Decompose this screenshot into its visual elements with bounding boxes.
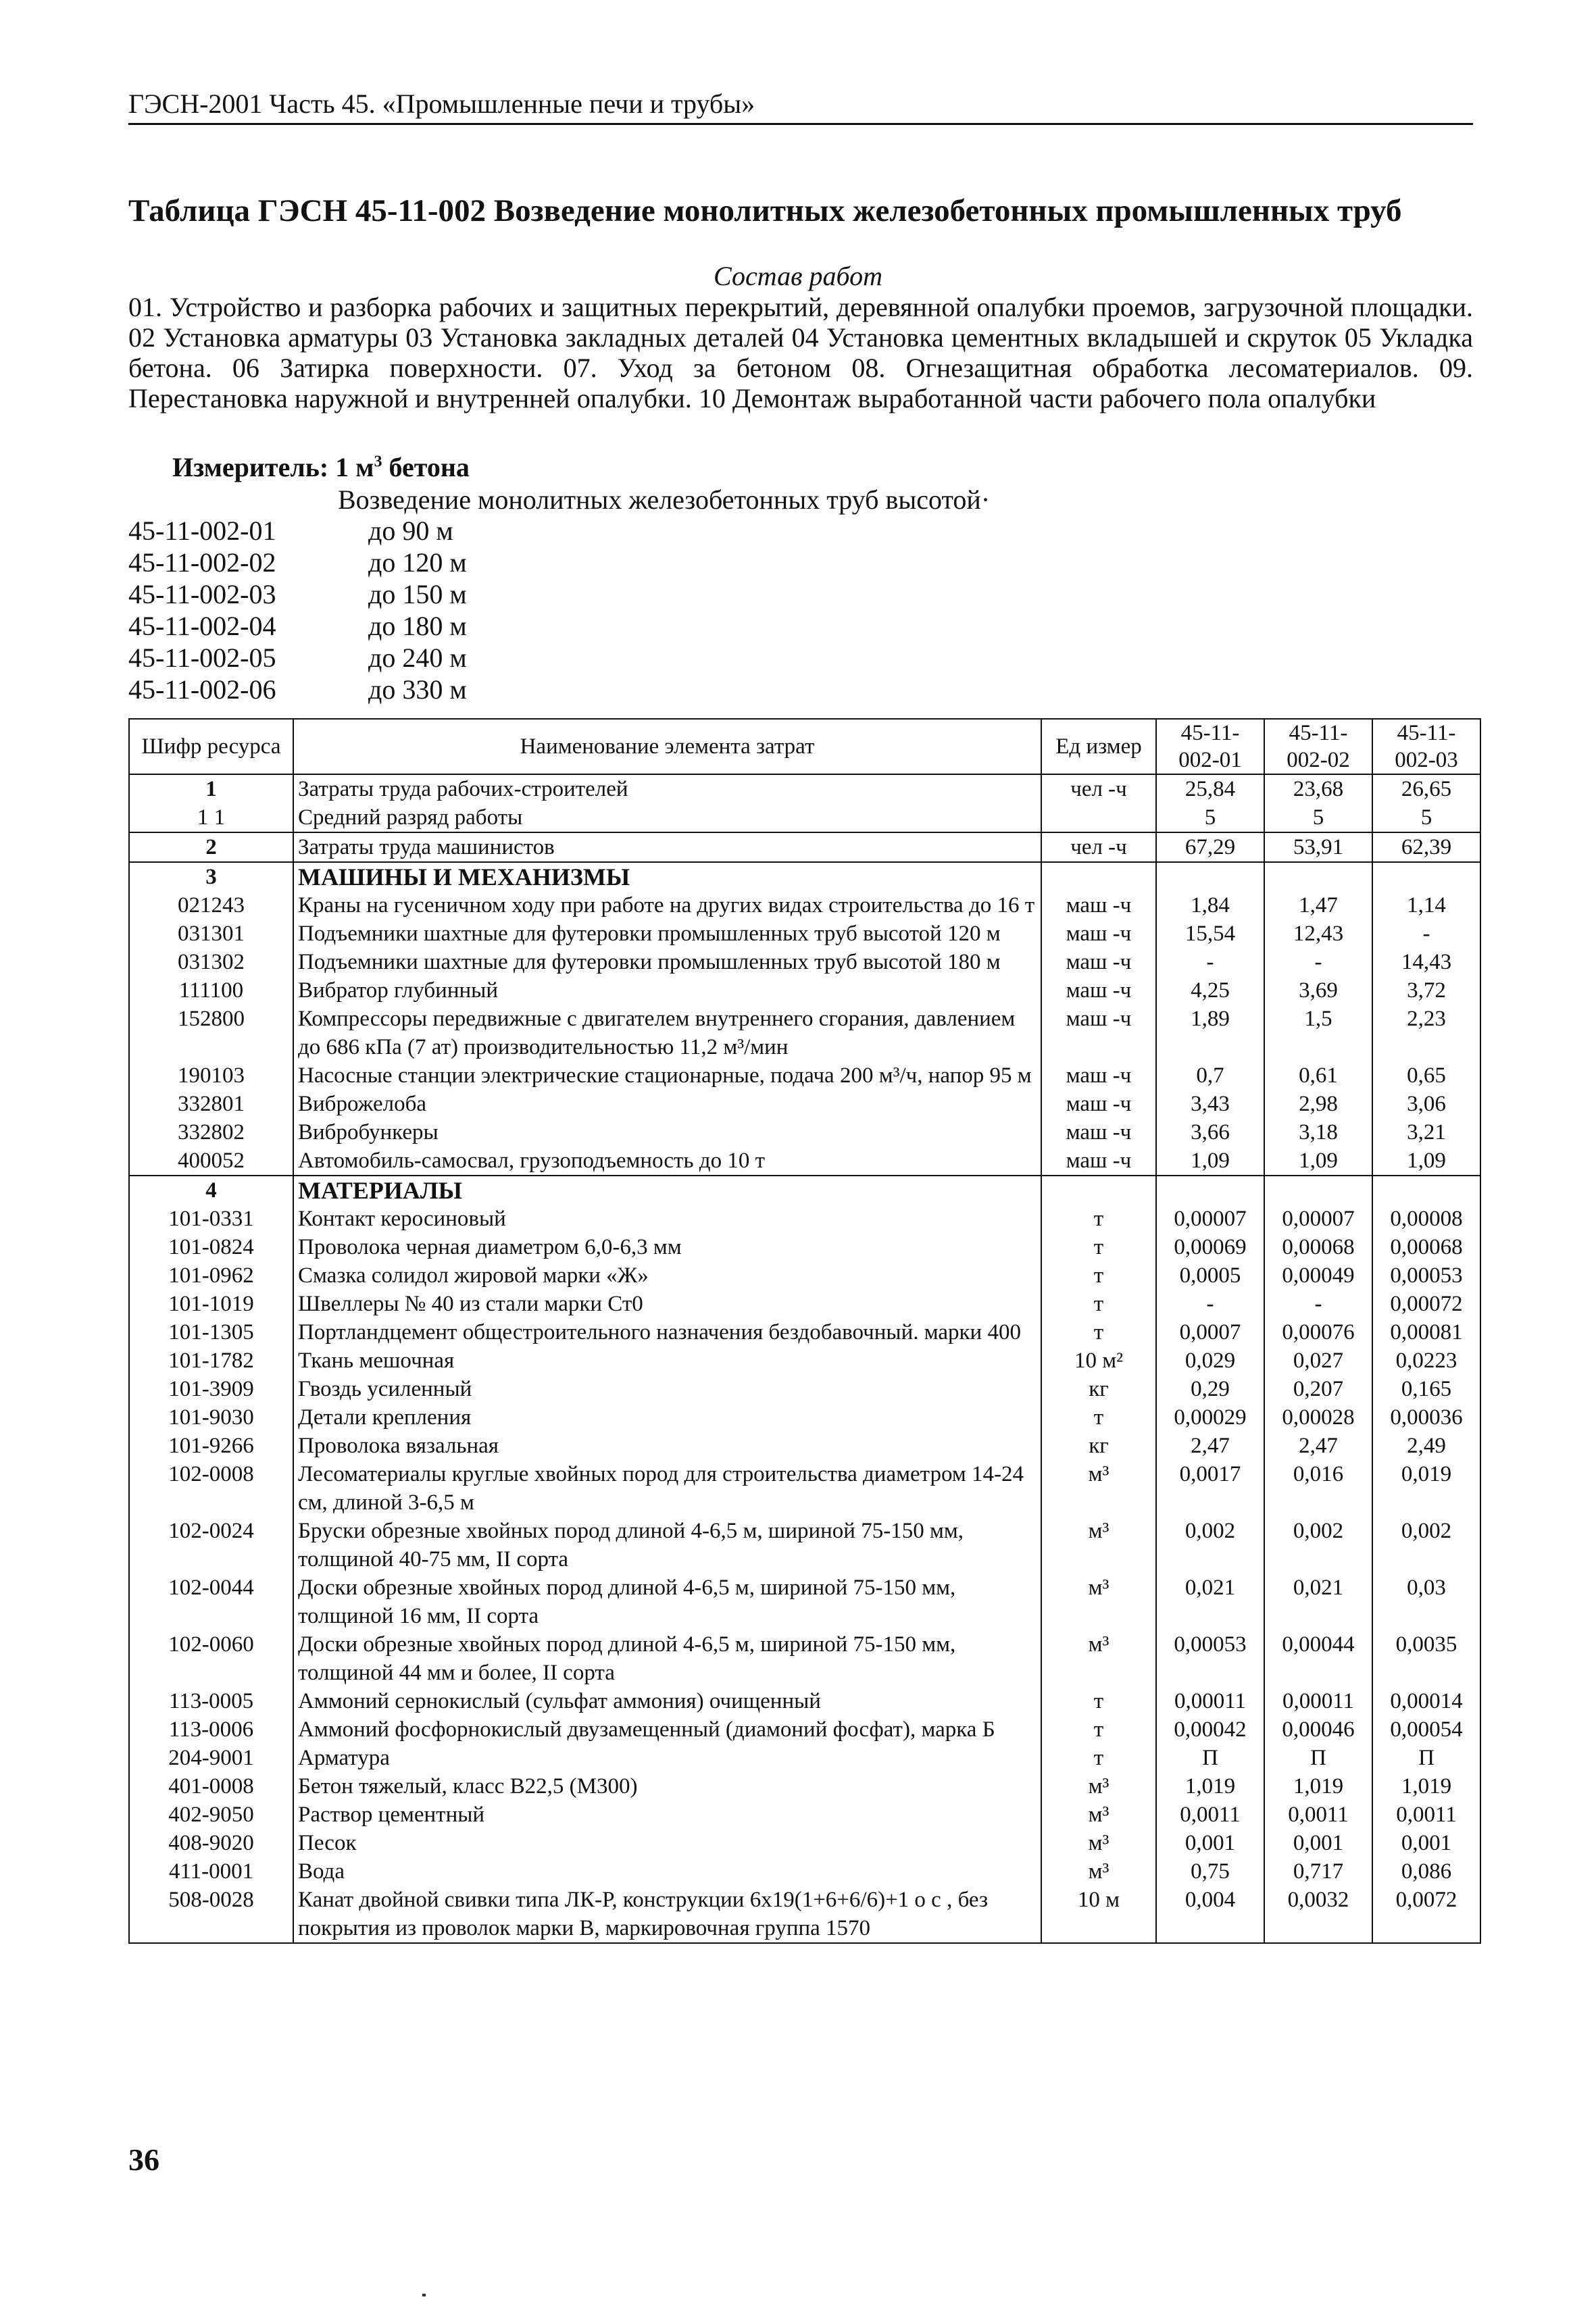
cell-value-2: 3,18 — [1264, 1118, 1372, 1147]
cell-value-3: - — [1372, 920, 1480, 948]
cell-value-1: 0,29 — [1156, 1375, 1264, 1403]
cell-value-3 — [1372, 1176, 1480, 1205]
table-row — [129, 1715, 1480, 1744]
cell-value-3: 0,00014 — [1372, 1687, 1480, 1715]
cell-value-1: 0,00029 — [1156, 1403, 1264, 1432]
cell-value-3: 0,03 — [1372, 1574, 1480, 1630]
cell-value-3: 0,001 — [1372, 1829, 1480, 1857]
scan-speck — [422, 2294, 426, 2296]
cell-value-1: 0,004 — [1156, 1886, 1264, 1943]
cell-value-1: 0,75 — [1156, 1857, 1264, 1886]
cell-value-3: 0,65 — [1372, 1061, 1480, 1090]
cell-unit: м³ — [1041, 1460, 1156, 1517]
table-row — [129, 948, 1480, 976]
table-row — [129, 1375, 1480, 1403]
cell-value-2: П — [1264, 1744, 1372, 1772]
cell-name: Детали крепления — [293, 1403, 1041, 1432]
cell-unit — [1041, 1176, 1156, 1205]
cell-code: 031301 — [129, 920, 293, 948]
cell-value-3: 0,019 — [1372, 1460, 1480, 1517]
cell-unit: т — [1041, 1687, 1156, 1715]
cell-name: Подъемники шахтные для футеровки промышленных труб высотой 120 м — [293, 920, 1041, 948]
cell-code: 101-9266 — [129, 1432, 293, 1460]
cell-name: Аммоний фосфорнокислый двузамещенный (диамоний фосфат), марка Б — [293, 1715, 1041, 1744]
norm-code: 45-11-002-01 — [128, 515, 276, 546]
norm-code: 45-11-002-06 — [128, 674, 276, 705]
cell-unit: т — [1041, 1744, 1156, 1772]
cell-value-3: 0,00068 — [1372, 1233, 1480, 1261]
cell-value-2: 0,00076 — [1264, 1318, 1372, 1347]
cell-code: 402-9050 — [129, 1801, 293, 1829]
cell-value-3: 0,0011 — [1372, 1801, 1480, 1829]
cell-unit: м³ — [1041, 1574, 1156, 1630]
cell-code: 2 — [129, 832, 293, 862]
measure-unit — [172, 451, 470, 483]
cell-unit — [1041, 803, 1156, 832]
table-section-row — [129, 862, 1480, 891]
cell-name: Гвоздь усиленный — [293, 1375, 1041, 1403]
cell-value-3: 62,39 — [1372, 832, 1480, 862]
norm-code: 45-11-002-02 — [128, 547, 276, 578]
table-row — [129, 1318, 1480, 1347]
norm-height: до 180 м — [368, 611, 467, 641]
cell-name: Ткань мешочная — [293, 1347, 1041, 1375]
cell-value-2: 3,69 — [1264, 976, 1372, 1005]
cell-value-1: 1,89 — [1156, 1005, 1264, 1061]
cell-value-1: 0,7 — [1156, 1061, 1264, 1090]
table-row — [129, 1517, 1480, 1574]
cell-value-1: 0,029 — [1156, 1347, 1264, 1375]
cell-value-2: 0,00046 — [1264, 1715, 1372, 1744]
cell-value-3: 3,21 — [1372, 1118, 1480, 1147]
table-row — [129, 976, 1480, 1005]
header-col-1: 45-11- 002-01 — [1156, 719, 1264, 774]
cell-unit: маш -ч — [1041, 920, 1156, 948]
cell-value-1: 0,00069 — [1156, 1233, 1264, 1261]
norm-height: до 330 м — [368, 674, 467, 705]
group-title: Возведение монолитных железобетонных труб высотой· — [338, 484, 991, 515]
cell-code: 204-9001 — [129, 1744, 293, 1772]
cell-value-1: 0,0011 — [1156, 1801, 1264, 1829]
cell-value-1: 1,019 — [1156, 1772, 1264, 1801]
table-row — [129, 1857, 1480, 1886]
cell-name: Портландцемент общестроительного назначения бездобавочный. марки 400 — [293, 1318, 1041, 1347]
cell-value-1: - — [1156, 1290, 1264, 1318]
norm-code: 45-11-002-05 — [128, 643, 276, 673]
cell-unit: чел -ч — [1041, 774, 1156, 803]
cell-name: Подъемники шахтные для футеровки промышленных труб высотой 180 м — [293, 948, 1041, 976]
measure-suffix: бетона — [382, 452, 470, 482]
cell-value-2: 2,47 — [1264, 1432, 1372, 1460]
cell-unit: м³ — [1041, 1630, 1156, 1687]
cell-value-3: 5 — [1372, 803, 1480, 832]
cell-code: 113-0005 — [129, 1687, 293, 1715]
cell-value-1: 0,00007 — [1156, 1205, 1264, 1233]
cell-value-1: 0,00053 — [1156, 1630, 1264, 1687]
cell-value-3: 0,0035 — [1372, 1630, 1480, 1687]
cell-value-2: - — [1264, 1290, 1372, 1318]
cell-name: Виброжелоба — [293, 1090, 1041, 1118]
cell-value-1: 0,0017 — [1156, 1460, 1264, 1517]
cell-value-3: 0,00036 — [1372, 1403, 1480, 1432]
cell-code: 332802 — [129, 1118, 293, 1147]
cell-name: Компрессоры передвижные с двигателем внутреннего сгорания, давлением до 686 кПа (7 ат) производительностью 11,2 м³/мин — [293, 1005, 1041, 1061]
cell-value-3: 0,002 — [1372, 1517, 1480, 1574]
cell-unit: маш -ч — [1041, 1118, 1156, 1147]
header-code: Шифр ресурса — [129, 719, 293, 774]
cell-unit: т — [1041, 1318, 1156, 1347]
cell-unit: т — [1041, 1290, 1156, 1318]
cell-code: 111100 — [129, 976, 293, 1005]
cell-code: 408-9020 — [129, 1829, 293, 1857]
cell-value-2: 1,09 — [1264, 1147, 1372, 1176]
cell-name: Вибробункеры — [293, 1118, 1041, 1147]
table-row — [129, 1005, 1480, 1061]
cell-name: Затраты труда машинистов — [293, 832, 1041, 862]
cell-value-1: 67,29 — [1156, 832, 1264, 862]
cell-code: 113-0006 — [129, 1715, 293, 1744]
cell-value-1: П — [1156, 1744, 1264, 1772]
resources-table — [128, 718, 1481, 1944]
header-unit: Ед измер — [1041, 719, 1156, 774]
cell-code: 102-0044 — [129, 1574, 293, 1630]
cell-name: Доски обрезные хвойных пород длиной 4-6,5 м, шириной 75-150 мм, толщиной 16 мм, II сорта — [293, 1574, 1041, 1630]
cell-name: Бетон тяжелый, класс B22,5 (М300) — [293, 1772, 1041, 1801]
cell-value-2 — [1264, 862, 1372, 891]
cell-unit — [1041, 862, 1156, 891]
cell-value-2: 2,98 — [1264, 1090, 1372, 1118]
cell-name: Насосные станции электрические стационарные, подача 200 м³/ч, напор 95 м — [293, 1061, 1041, 1090]
cell-name: Автомобиль-самосвал, грузоподъемность до 10 т — [293, 1147, 1041, 1176]
cell-value-3: 1,14 — [1372, 891, 1480, 920]
cell-value-2: 0,00049 — [1264, 1261, 1372, 1290]
cell-name: МАШИНЫ И МЕХАНИЗМЫ — [293, 862, 1041, 891]
cell-name: Проволока черная диаметром 6,0-6,3 мм — [293, 1233, 1041, 1261]
cell-unit: кг — [1041, 1375, 1156, 1403]
cell-value-3: 0,00072 — [1372, 1290, 1480, 1318]
cell-unit: маш -ч — [1041, 948, 1156, 976]
cell-name: Доски обрезные хвойных пород длиной 4-6,5 м, шириной 75-150 мм, толщиной 44 мм и более, II сорта — [293, 1630, 1041, 1687]
cell-value-3: 0,00008 — [1372, 1205, 1480, 1233]
table-row — [129, 832, 1480, 862]
cell-unit: м³ — [1041, 1829, 1156, 1857]
cell-value-2: 0,016 — [1264, 1460, 1372, 1517]
cell-unit: маш -ч — [1041, 891, 1156, 920]
cell-name: Краны на гусеничном ходу при работе на других видах строительства до 16 т — [293, 891, 1041, 920]
cell-code: 1 — [129, 774, 293, 803]
cell-unit: т — [1041, 1715, 1156, 1744]
table-section-row — [129, 1176, 1480, 1205]
cell-name: Арматура — [293, 1744, 1041, 1772]
cell-value-1 — [1156, 1176, 1264, 1205]
table-row — [129, 1290, 1480, 1318]
norm-code: 45-11-002-03 — [128, 579, 276, 609]
cell-value-2: - — [1264, 948, 1372, 976]
cell-name: МАТЕРИАЛЫ — [293, 1176, 1041, 1205]
cell-value-3: 0,00054 — [1372, 1715, 1480, 1744]
cell-unit: т — [1041, 1403, 1156, 1432]
cell-unit: т — [1041, 1261, 1156, 1290]
cell-value-2: 1,019 — [1264, 1772, 1372, 1801]
cell-code: 101-1305 — [129, 1318, 293, 1347]
norm-height: до 150 м — [368, 579, 467, 609]
cell-unit: маш -ч — [1041, 976, 1156, 1005]
table-row — [129, 920, 1480, 948]
cell-code: 102-0060 — [129, 1630, 293, 1687]
cell-value-3: 3,72 — [1372, 976, 1480, 1005]
measure-label: Измеритель: — [172, 452, 329, 482]
cell-name: Контакт керосиновый — [293, 1205, 1041, 1233]
cell-name: Вода — [293, 1857, 1041, 1886]
cell-value-1: 0,002 — [1156, 1517, 1264, 1574]
cell-value-3: 0,086 — [1372, 1857, 1480, 1886]
table-row — [129, 1347, 1480, 1375]
cell-name: Вибратор глубинный — [293, 976, 1041, 1005]
cell-unit: чел -ч — [1041, 832, 1156, 862]
cell-unit: м³ — [1041, 1772, 1156, 1801]
cell-value-2: 0,61 — [1264, 1061, 1372, 1090]
norm-height: до 240 м — [368, 643, 467, 673]
cell-value-1: 0,0007 — [1156, 1318, 1264, 1347]
cell-unit: маш -ч — [1041, 1061, 1156, 1090]
cell-name: Швеллеры № 40 из стали марки Ст0 — [293, 1290, 1041, 1318]
table-row — [129, 1090, 1480, 1118]
table-row — [129, 1772, 1480, 1801]
cell-code: 101-0962 — [129, 1261, 293, 1290]
cell-unit: маш -ч — [1041, 1005, 1156, 1061]
cell-code: 101-1019 — [129, 1290, 293, 1318]
cell-value-2: 12,43 — [1264, 920, 1372, 948]
cell-value-1: 2,47 — [1156, 1432, 1264, 1460]
table-row — [129, 803, 1480, 832]
work-composition-text: 01. Устройство и разборка рабочих и защитных перекрытий, деревянной опалубки проемов, загрузочной площадки. 02 Установка арматуры 03 Установка закладных деталей 04 Установка цементных вкладышей и скруток 05 Укладка бетона. 06 Затирка поверхности. 07. Уход за бетоном 08. Огнезащитная обработка лесоматериалов. 09. Перестановка наружной и внутренней опалубки. 10 Демонтаж выработанной части рабочего пола опалубки — [128, 292, 1473, 413]
cell-value-2: 1,5 — [1264, 1005, 1372, 1061]
cell-unit: м³ — [1041, 1857, 1156, 1886]
norm-height: до 120 м — [368, 547, 467, 578]
cell-value-2: 0,717 — [1264, 1857, 1372, 1886]
table-row — [129, 1687, 1480, 1715]
cell-name: Раствор цементный — [293, 1801, 1041, 1829]
cell-code: 332801 — [129, 1090, 293, 1118]
cell-unit: м³ — [1041, 1801, 1156, 1829]
cell-name: Канат двойной свивки типа ЛК-Р, конструкции 6х19(1+6+6/6)+1 о с , без покрытия из проволок марки В, маркировочная группа 1570 — [293, 1886, 1041, 1943]
cell-unit: 10 м² — [1041, 1347, 1156, 1375]
cell-value-3: 0,0223 — [1372, 1347, 1480, 1375]
cell-value-2: 0,021 — [1264, 1574, 1372, 1630]
cell-value-2: 0,00044 — [1264, 1630, 1372, 1687]
cell-code: 3 — [129, 862, 293, 891]
cell-code: 101-0824 — [129, 1233, 293, 1261]
cell-value-1: - — [1156, 948, 1264, 976]
norm-code: 45-11-002-04 — [128, 611, 276, 641]
table-title: Таблица ГЭСН 45-11-002 Возведение монолитных железобетонных промышленных труб — [128, 193, 1402, 228]
page-number: 36 — [128, 2142, 159, 2177]
table-row — [129, 1460, 1480, 1517]
cell-value-3 — [1372, 862, 1480, 891]
norm-height: до 90 м — [368, 515, 453, 546]
work-composition-heading: Состав работ — [714, 261, 882, 291]
cell-value-1: 0,00042 — [1156, 1715, 1264, 1744]
cell-code: 101-9030 — [129, 1403, 293, 1432]
cell-code: 190103 — [129, 1061, 293, 1090]
cell-name: Бруски обрезные хвойных пород длиной 4-6,5 м, шириной 75-150 мм, толщиной 40-75 мм, II сорта — [293, 1517, 1041, 1574]
cell-value-2: 5 — [1264, 803, 1372, 832]
cell-code: 400052 — [129, 1147, 293, 1176]
table-header-row — [129, 719, 1480, 774]
cell-value-1: 0,0005 — [1156, 1261, 1264, 1290]
cell-value-3: 0,00053 — [1372, 1261, 1480, 1290]
header-name: Наименование элемента затрат — [293, 719, 1041, 774]
cell-value-2: 0,00011 — [1264, 1687, 1372, 1715]
cell-unit: кг — [1041, 1432, 1156, 1460]
cell-unit: м³ — [1041, 1517, 1156, 1574]
cell-name: Песок — [293, 1829, 1041, 1857]
cell-code: 102-0024 — [129, 1517, 293, 1574]
table-row — [129, 1147, 1480, 1176]
table-row — [129, 1829, 1480, 1857]
measure-sup: 3 — [374, 453, 382, 471]
table-row — [129, 1574, 1480, 1630]
header-col-2: 45-11- 002-02 — [1264, 719, 1372, 774]
cell-code: 508-0028 — [129, 1886, 293, 1943]
cell-code: 401-0008 — [129, 1772, 293, 1801]
cell-code: 021243 — [129, 891, 293, 920]
cell-value-2: 0,207 — [1264, 1375, 1372, 1403]
cell-value-2: 0,001 — [1264, 1829, 1372, 1857]
cell-code: 102-0008 — [129, 1460, 293, 1517]
table-row — [129, 1801, 1480, 1829]
cell-value-3: П — [1372, 1744, 1480, 1772]
cell-value-3: 1,09 — [1372, 1147, 1480, 1176]
cell-value-3: 14,43 — [1372, 948, 1480, 976]
cell-code: 4 — [129, 1176, 293, 1205]
table-row — [129, 891, 1480, 920]
cell-value-3: 3,06 — [1372, 1090, 1480, 1118]
cell-value-2: 0,0011 — [1264, 1801, 1372, 1829]
table-row — [129, 1261, 1480, 1290]
table-row — [129, 1744, 1480, 1772]
cell-name: Средний разряд работы — [293, 803, 1041, 832]
cell-value-1: 5 — [1156, 803, 1264, 832]
table-row — [129, 1432, 1480, 1460]
cell-unit: маш -ч — [1041, 1090, 1156, 1118]
cell-value-2: 0,002 — [1264, 1517, 1372, 1574]
cell-value-2 — [1264, 1176, 1372, 1205]
cell-value-1: 15,54 — [1156, 920, 1264, 948]
cell-value-3: 26,65 — [1372, 774, 1480, 803]
cell-code: 101-0331 — [129, 1205, 293, 1233]
cell-value-2: 23,68 — [1264, 774, 1372, 803]
cell-value-2: 0,00007 — [1264, 1205, 1372, 1233]
cell-name: Аммоний сернокислый (сульфат аммония) очищенный — [293, 1687, 1041, 1715]
cell-name: Затраты труда рабочих-строителей — [293, 774, 1041, 803]
cell-value-1: 0,00011 — [1156, 1687, 1264, 1715]
cell-code: 101-1782 — [129, 1347, 293, 1375]
cell-value-1: 1,84 — [1156, 891, 1264, 920]
cell-unit: маш -ч — [1041, 1147, 1156, 1176]
cell-unit: 10 м — [1041, 1886, 1156, 1943]
cell-code: 411-0001 — [129, 1857, 293, 1886]
cell-value-3: 0,00081 — [1372, 1318, 1480, 1347]
cell-code: 1 1 — [129, 803, 293, 832]
cell-code: 152800 — [129, 1005, 293, 1061]
table-row — [129, 774, 1480, 803]
table-row — [129, 1205, 1480, 1233]
running-header: ГЭСН-2001 Часть 45. «Промышленные печи и трубы» — [128, 89, 755, 119]
measure-value: 1 м — [335, 452, 374, 482]
table-row — [129, 1886, 1480, 1943]
table-row — [129, 1061, 1480, 1090]
cell-value-1: 3,43 — [1156, 1090, 1264, 1118]
cell-value-2: 0,0032 — [1264, 1886, 1372, 1943]
cell-value-3: 2,23 — [1372, 1005, 1480, 1061]
cell-code: 031302 — [129, 948, 293, 976]
cell-unit: т — [1041, 1205, 1156, 1233]
cell-value-1: 3,66 — [1156, 1118, 1264, 1147]
table-body — [129, 774, 1480, 1943]
cell-name: Лесоматериалы круглые хвойных пород для строительства диаметром 14-24 см, длиной 3-6,5 м — [293, 1460, 1041, 1517]
cell-value-1: 4,25 — [1156, 976, 1264, 1005]
cell-code: 101-3909 — [129, 1375, 293, 1403]
table-row — [129, 1233, 1480, 1261]
cell-value-1 — [1156, 862, 1264, 891]
table-row — [129, 1630, 1480, 1687]
cell-value-2: 0,027 — [1264, 1347, 1372, 1375]
cell-value-1: 0,021 — [1156, 1574, 1264, 1630]
cell-value-2: 0,00068 — [1264, 1233, 1372, 1261]
table-row — [129, 1118, 1480, 1147]
cell-value-2: 0,00028 — [1264, 1403, 1372, 1432]
table-row — [129, 1403, 1480, 1432]
cell-value-1: 1,09 — [1156, 1147, 1264, 1176]
cell-value-3: 1,019 — [1372, 1772, 1480, 1801]
cell-name: Проволока вязальная — [293, 1432, 1041, 1460]
cell-value-2: 53,91 — [1264, 832, 1372, 862]
cell-value-1: 25,84 — [1156, 774, 1264, 803]
cell-name: Смазка солидол жировой марки «Ж» — [293, 1261, 1041, 1290]
cell-value-3: 0,0072 — [1372, 1886, 1480, 1943]
header-rule — [128, 123, 1473, 125]
header-col-3: 45-11- 002-03 — [1372, 719, 1480, 774]
cell-unit: т — [1041, 1233, 1156, 1261]
cell-value-3: 2,49 — [1372, 1432, 1480, 1460]
cell-value-3: 0,165 — [1372, 1375, 1480, 1403]
cell-value-1: 0,001 — [1156, 1829, 1264, 1857]
cell-value-2: 1,47 — [1264, 891, 1372, 920]
